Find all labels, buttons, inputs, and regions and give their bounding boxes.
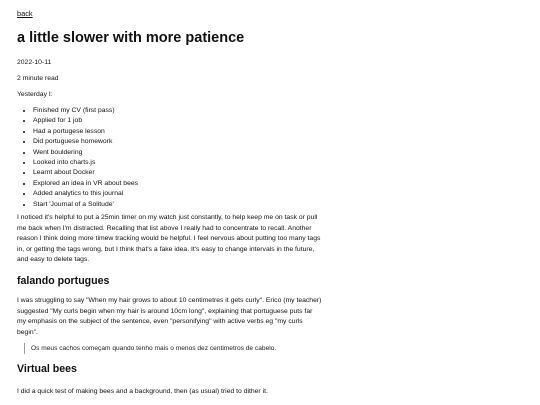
post-date: 2022-10-11	[17, 59, 52, 66]
section-heading: falando portugues	[17, 275, 110, 287]
body-paragraph: I did a quick test of making bees and a background, then (as usual) tried to dither it.	[17, 388, 268, 395]
list-item: • Added analytics to this journal	[33, 189, 138, 199]
intro-text: Yesterday I:	[17, 91, 53, 98]
list-item: • Finished my CV (first pass)	[33, 106, 138, 116]
block-quote: Os meus cachos começam quando tenho mais o menos dez centimetros de cabelo.	[24, 343, 276, 354]
read-time: 2 minute read	[17, 75, 59, 82]
list-item: • Did portuguese homework	[33, 137, 138, 147]
task-list	[17, 106, 138, 210]
list-item: • Went bouldering	[33, 148, 138, 158]
body-paragraph: I noticed it's helpful to put a 25min timer on my watch just constantly, to help keep me on task or pull me back when I'm distracted. Recalling that list above I really had to concentrate to recall. Another reason I think doing more timew tracking would be helpful. I feel nervous about putting too many tags in, or getting the tags wrong, but I think that's a fake idea. It's easy to change intervals in the future, and easy to delete tags.	[17, 214, 321, 263]
body-paragraph: I was struggling to say "When my hair grows to about 10 centimetres it gets curly". Erico (my teacher) suggested "My curls begin when my hair is around 10cm long", explaining that portuguese puts far my emphasis on the subject of the sentence, even "personifying" with active verbs eg "my curls begin".	[17, 297, 322, 336]
list-item: • Had a portugese lesson	[33, 127, 138, 137]
post-title: a little slower with more patience	[17, 30, 245, 46]
list-item: • Explored an idea in VR about bees	[33, 179, 138, 189]
list-item: • Start 'Journal of a Solitude'	[33, 200, 138, 210]
list-item: • Applied for 1 job	[33, 116, 138, 126]
list-item: • Looked into charts.js	[33, 158, 138, 168]
list-item: • Learnt about Docker	[33, 168, 138, 178]
section-heading: Virtual bees	[17, 363, 77, 375]
back-link[interactable]: back	[17, 9, 33, 18]
